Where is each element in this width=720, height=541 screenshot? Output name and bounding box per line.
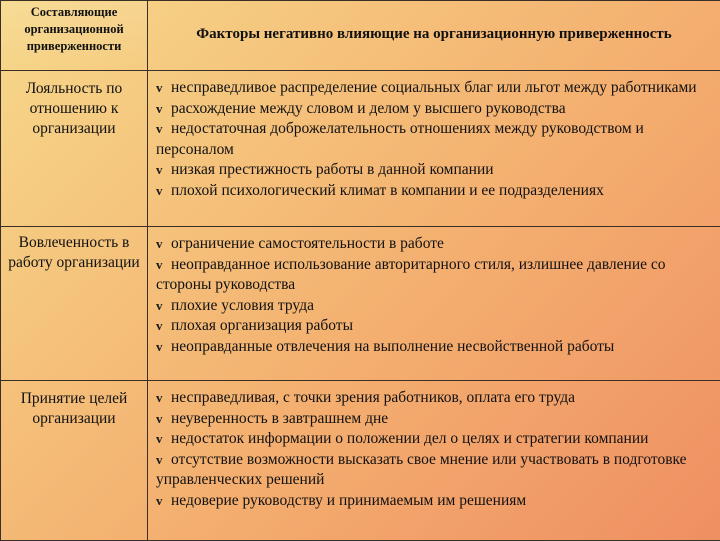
list-item: v недостаточная доброжелательность отношениях между руководством и персоналом	[156, 119, 714, 160]
factor-list	[148, 381, 720, 511]
list-item: v расхождение между словом и делом у высшего руководства	[156, 99, 714, 120]
checkmark-bullet-icon: v	[156, 429, 170, 450]
checkmark-bullet-icon: v	[156, 491, 170, 512]
checkmark-bullet-icon: v	[156, 450, 170, 471]
row-factors-loyalty	[148, 71, 720, 227]
list-item: v отсутствие возможности высказать свое мнение или участвовать в подготовке управленческих решений	[156, 450, 714, 491]
list-item: v несправедливая, с точки зрения работников, оплата его труда	[156, 388, 714, 409]
row-label-loyalty: Лояльность по отношению к организации	[1, 71, 148, 227]
list-item: v плохие условия труда	[156, 296, 714, 317]
list-item: v несправедливое распределение социальных благ или льгот между работниками	[156, 78, 714, 99]
checkmark-bullet-icon: v	[156, 234, 170, 255]
row-label-involvement: Вовлеченность в работу организации	[1, 227, 148, 381]
list-item: v низкая престижность работы в данной компании	[156, 160, 714, 181]
checkmark-bullet-icon: v	[156, 255, 170, 276]
row-label-goal-acceptance: Принятие целей организации	[1, 381, 148, 541]
checkmark-bullet-icon: v	[156, 296, 170, 317]
list-item: v плохая организация работы	[156, 316, 714, 337]
table-row	[1, 227, 720, 381]
list-item: v ограничение самостоятельности в работе	[156, 234, 714, 255]
checkmark-bullet-icon: v	[156, 409, 170, 430]
checkmark-bullet-icon: v	[156, 316, 170, 337]
list-item: v плохой психологический климат в компании и ее подразделениях	[156, 181, 714, 202]
checkmark-bullet-icon: v	[156, 99, 170, 120]
list-item: v неоправданное использование авторитарного стиля, излишнее давление со стороны руководства	[156, 255, 714, 296]
list-item: v неоправданные отвлечения на выполнение несвойственной работы	[156, 337, 714, 358]
checkmark-bullet-icon: v	[156, 337, 170, 358]
factor-list	[148, 227, 720, 357]
factor-list	[148, 71, 720, 201]
list-item: v недостаток информации о положении дел о целях и стратегии компании	[156, 429, 714, 450]
row-factors-involvement	[148, 227, 720, 381]
checkmark-bullet-icon: v	[156, 388, 170, 409]
checkmark-bullet-icon: v	[156, 119, 170, 140]
header-components: Составляющие организационной приверженности	[1, 1, 148, 71]
header-row	[1, 1, 720, 71]
header-factors: Факторы негативно влияющие на организационную приверженность	[148, 1, 720, 71]
table-row	[1, 381, 720, 541]
list-item: v недоверие руководству и принимаемым им решениям	[156, 491, 714, 512]
table-row	[1, 71, 720, 227]
list-item: v неуверенность в завтрашнем дне	[156, 409, 714, 430]
checkmark-bullet-icon: v	[156, 181, 170, 202]
row-factors-goal-acceptance	[148, 381, 720, 541]
checkmark-bullet-icon: v	[156, 78, 170, 99]
checkmark-bullet-icon: v	[156, 160, 170, 181]
